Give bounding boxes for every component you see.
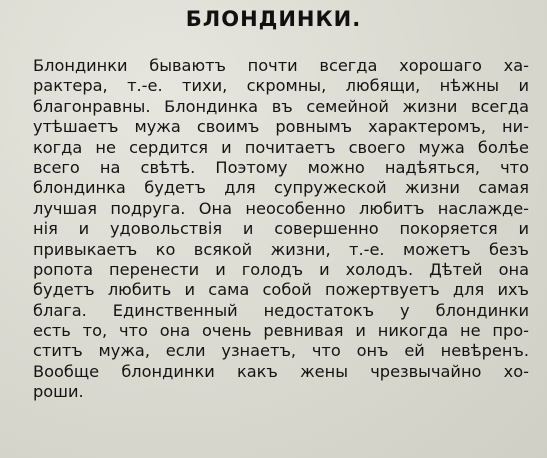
- article-line: блондинка будетъ для супружеской жизни самая: [33, 178, 529, 198]
- article-line: нія и удовольствія и совершенно покоряется и: [33, 219, 529, 239]
- article-line: привыкаетъ ко всякой жизни, т.-е. можетъ безъ: [33, 239, 529, 259]
- article-line: роши.: [33, 382, 84, 402]
- article-title: БЛОНДИНКИ.: [185, 7, 362, 31]
- show-through-text-bottom: [0, 408, 547, 458]
- article-line: рактера, т.-е. тихи, скромны, любящи, нѣжны и: [33, 76, 529, 96]
- article-line: Вообще блондинки какъ жены чрезвычайно хо-: [33, 361, 529, 381]
- article-line: когда не сердится и почитаетъ своего мужа болѣе: [33, 137, 529, 157]
- article-line: утѣшаетъ мужа своимъ ровнымъ характеромъ, ни-: [33, 117, 529, 137]
- article-line: Блондинки бываютъ почти всегда хорошаго ха-: [33, 56, 529, 75]
- article-line: будетъ любить и сама собой пожертвуетъ для ихъ: [33, 280, 529, 300]
- article-line: ститъ мужа, если узнаетъ, что онъ ей невѣренъ.: [33, 341, 529, 361]
- article-line: лучшая подруга. Она неособенно любитъ наслажде-: [33, 198, 529, 218]
- article-line: блага. Единственный недостатокъ у блондинки: [33, 300, 529, 320]
- article-line: есть то, что она очень ревнивая и никогда не про-: [33, 321, 529, 341]
- article-line: благонравны. Блондинка въ семейной жизни всегда: [33, 96, 529, 116]
- article-line: ропота перенести и голодъ и холодъ. Дѣтей она: [33, 259, 529, 279]
- article-line: всего на свѣтѣ. Поэтому можно надѣяться, что: [33, 157, 529, 177]
- article-body: [33, 56, 529, 403]
